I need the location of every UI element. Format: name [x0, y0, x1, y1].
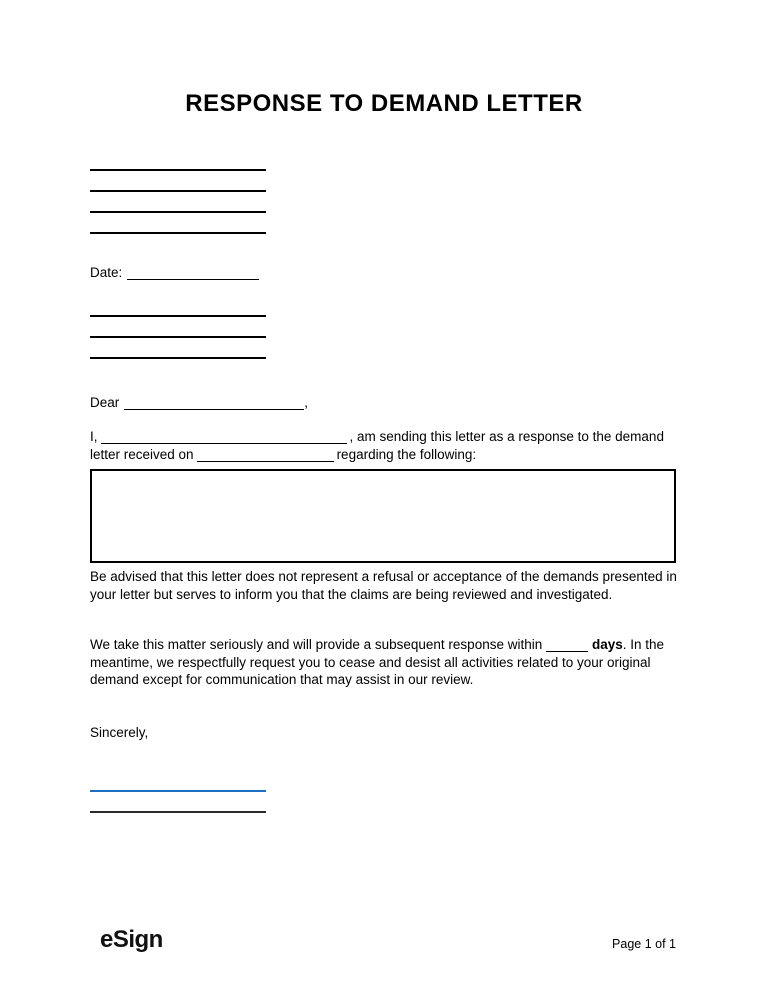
recipient-line-2[interactable]	[90, 317, 266, 338]
date-label: Date:	[90, 265, 123, 280]
response-part-2: . In the meantime, we respectfully request you to cease and desist all activities related to your original demand except for communication that may assist in our review.	[90, 637, 665, 687]
response-details-box[interactable]	[90, 469, 676, 563]
intro-part-2: , am sending this letter as a response to the demand letter received on	[90, 429, 664, 462]
salutation-suffix: ,	[304, 395, 309, 410]
date-row	[90, 264, 259, 282]
sender-name-field[interactable]	[101, 431, 347, 444]
received-date-field[interactable]	[197, 449, 334, 462]
intro-part-1: I,	[90, 429, 98, 444]
intro-part-3: regarding the following:	[336, 446, 477, 462]
esign-logo: eSign	[100, 926, 163, 953]
days-field[interactable]	[546, 639, 588, 652]
response-part-1: We take this matter seriously and will provide a subsequent response within	[90, 637, 543, 652]
sender-line-2[interactable]	[90, 171, 266, 192]
document-title: RESPONSE TO DEMAND LETTER	[185, 90, 583, 117]
advised-paragraph: Be advised that this letter does not represent a refusal or acceptance of the demands presented in your letter but serves to inform you that the claims are being reviewed and investigated.	[90, 569, 677, 602]
sender-line-4[interactable]	[90, 213, 266, 234]
recipient-address-block	[90, 296, 266, 359]
sender-line-1[interactable]	[90, 150, 266, 171]
printed-name-line[interactable]	[90, 811, 266, 813]
salutation-row	[90, 394, 308, 412]
recipient-line-1[interactable]	[90, 296, 266, 317]
signature-field-line[interactable]	[90, 790, 266, 792]
recipient-line-3[interactable]	[90, 338, 266, 359]
recipient-name-field[interactable]	[124, 397, 304, 410]
sender-address-block	[90, 150, 266, 234]
date-field[interactable]	[127, 267, 259, 280]
response-paragraph	[90, 636, 678, 689]
closing-row: Sincerely,	[90, 725, 149, 740]
intro-paragraph	[90, 428, 678, 463]
sender-line-3[interactable]	[90, 192, 266, 213]
days-bold-word: days	[592, 637, 623, 652]
salutation-label: Dear	[90, 395, 120, 410]
page-indicator: Page 1 of 1	[612, 937, 676, 951]
